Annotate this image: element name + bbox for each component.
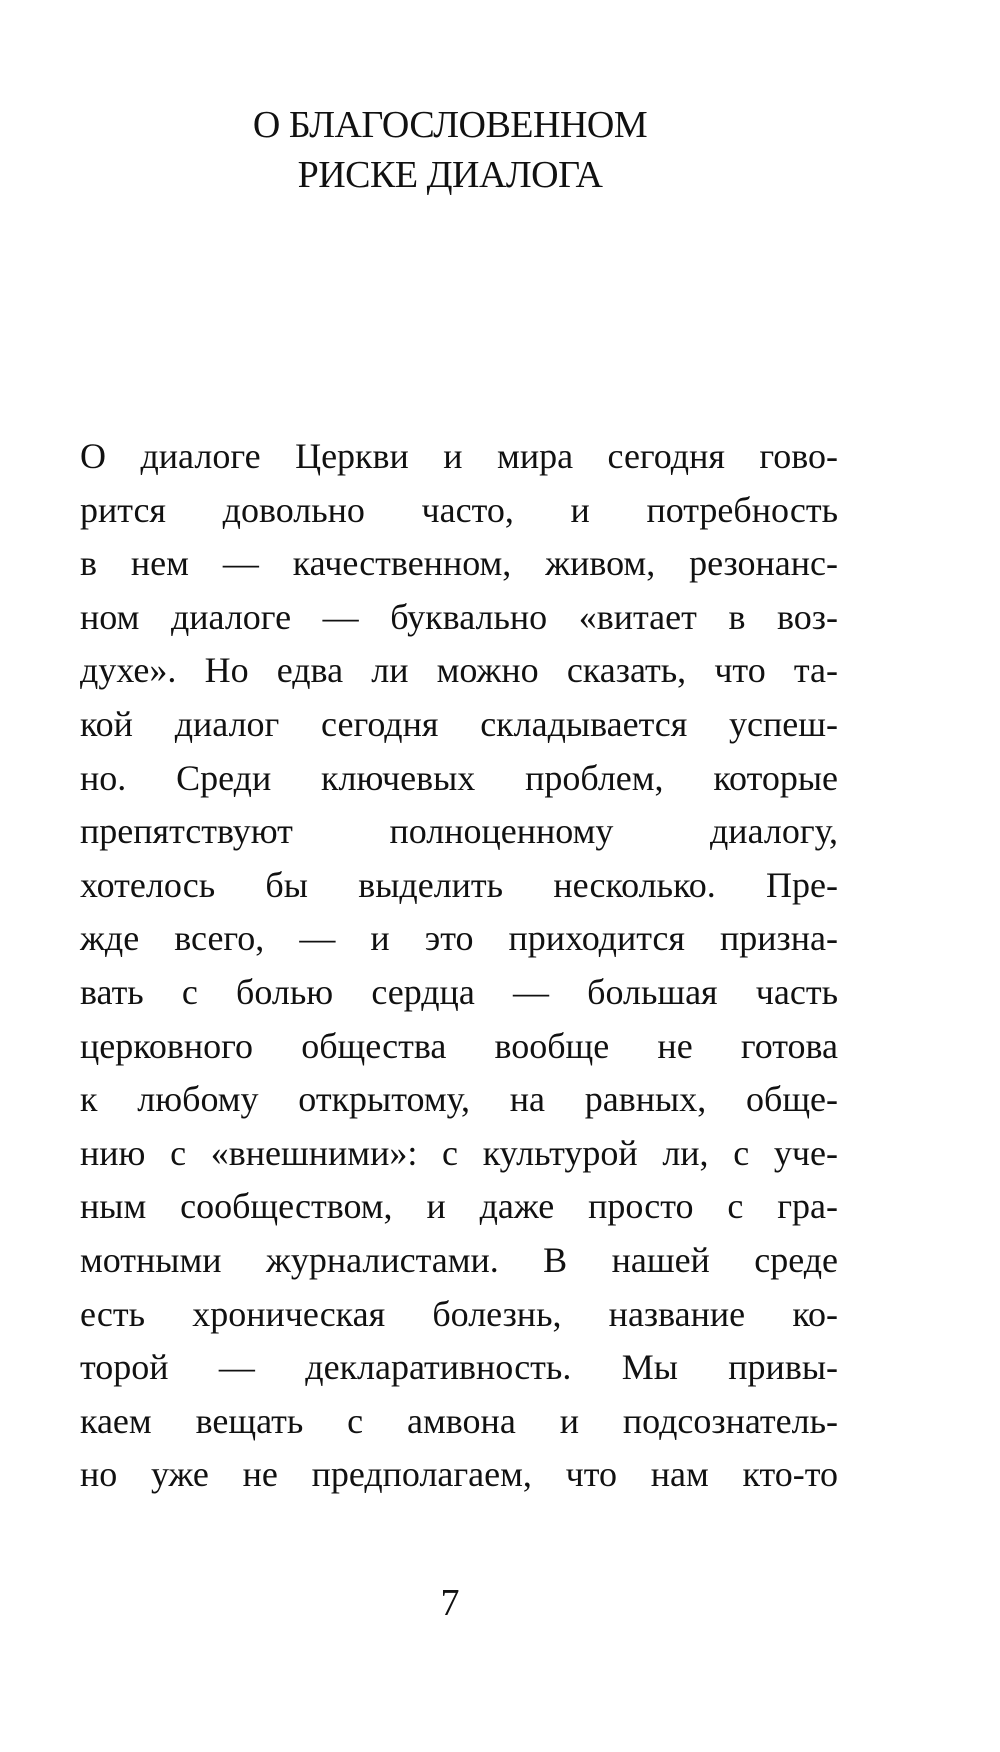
text-line: к любому открытому, на равных, обще- xyxy=(80,1079,838,1120)
text-line: вать с болью сердца — большая часть xyxy=(80,971,838,1012)
text-line: О диалоге Церкви и мира сегодня гово- xyxy=(80,436,838,476)
text-line: жде всего, — и это приходится призна- xyxy=(80,918,838,959)
text-line: но. Среди ключевых проблем, которые xyxy=(80,757,838,798)
text-line: хотелось бы выделить несколько. Пре- xyxy=(80,864,838,905)
text-line: есть хроническая болезнь, название ко- xyxy=(80,1293,838,1334)
body-paragraph xyxy=(80,430,838,1502)
text-line: духе». Но едва ли можно сказать, что та- xyxy=(80,650,838,691)
chapter-title-line-2: РИСКЕ ДИАЛОГА xyxy=(297,154,603,196)
text-line: препятствуют полноценному диалогу, xyxy=(80,811,838,852)
text-line: ным сообществом, и даже просто с гра- xyxy=(80,1186,838,1227)
chapter-title xyxy=(0,100,900,200)
text-line: в нем — качественном, живом, резонанс- xyxy=(80,543,838,584)
text-line: рится довольно часто, и потребность xyxy=(80,489,838,530)
text-line: ном диалоге — буквально «витает в воз- xyxy=(80,596,838,637)
text-line: кой диалог сегодня складывается успеш- xyxy=(80,703,838,744)
text-line: церковного общества вообще не готова xyxy=(80,1025,838,1066)
text-line: но уже не предполагаем, что нам кто-то xyxy=(80,1454,838,1495)
page-number: 7 xyxy=(440,1582,460,1624)
text-line: мотными журналистами. В нашей среде xyxy=(80,1239,838,1280)
text-line: нию с «внешними»: с культурой ли, с уче- xyxy=(80,1132,838,1173)
text-line: каем вещать с амвона и подсознатель- xyxy=(80,1400,838,1441)
chapter-title-line-1: О БЛАГОСЛОВЕННОМ xyxy=(252,104,648,146)
text-line: торой — декларативность. Мы привы- xyxy=(80,1347,838,1388)
